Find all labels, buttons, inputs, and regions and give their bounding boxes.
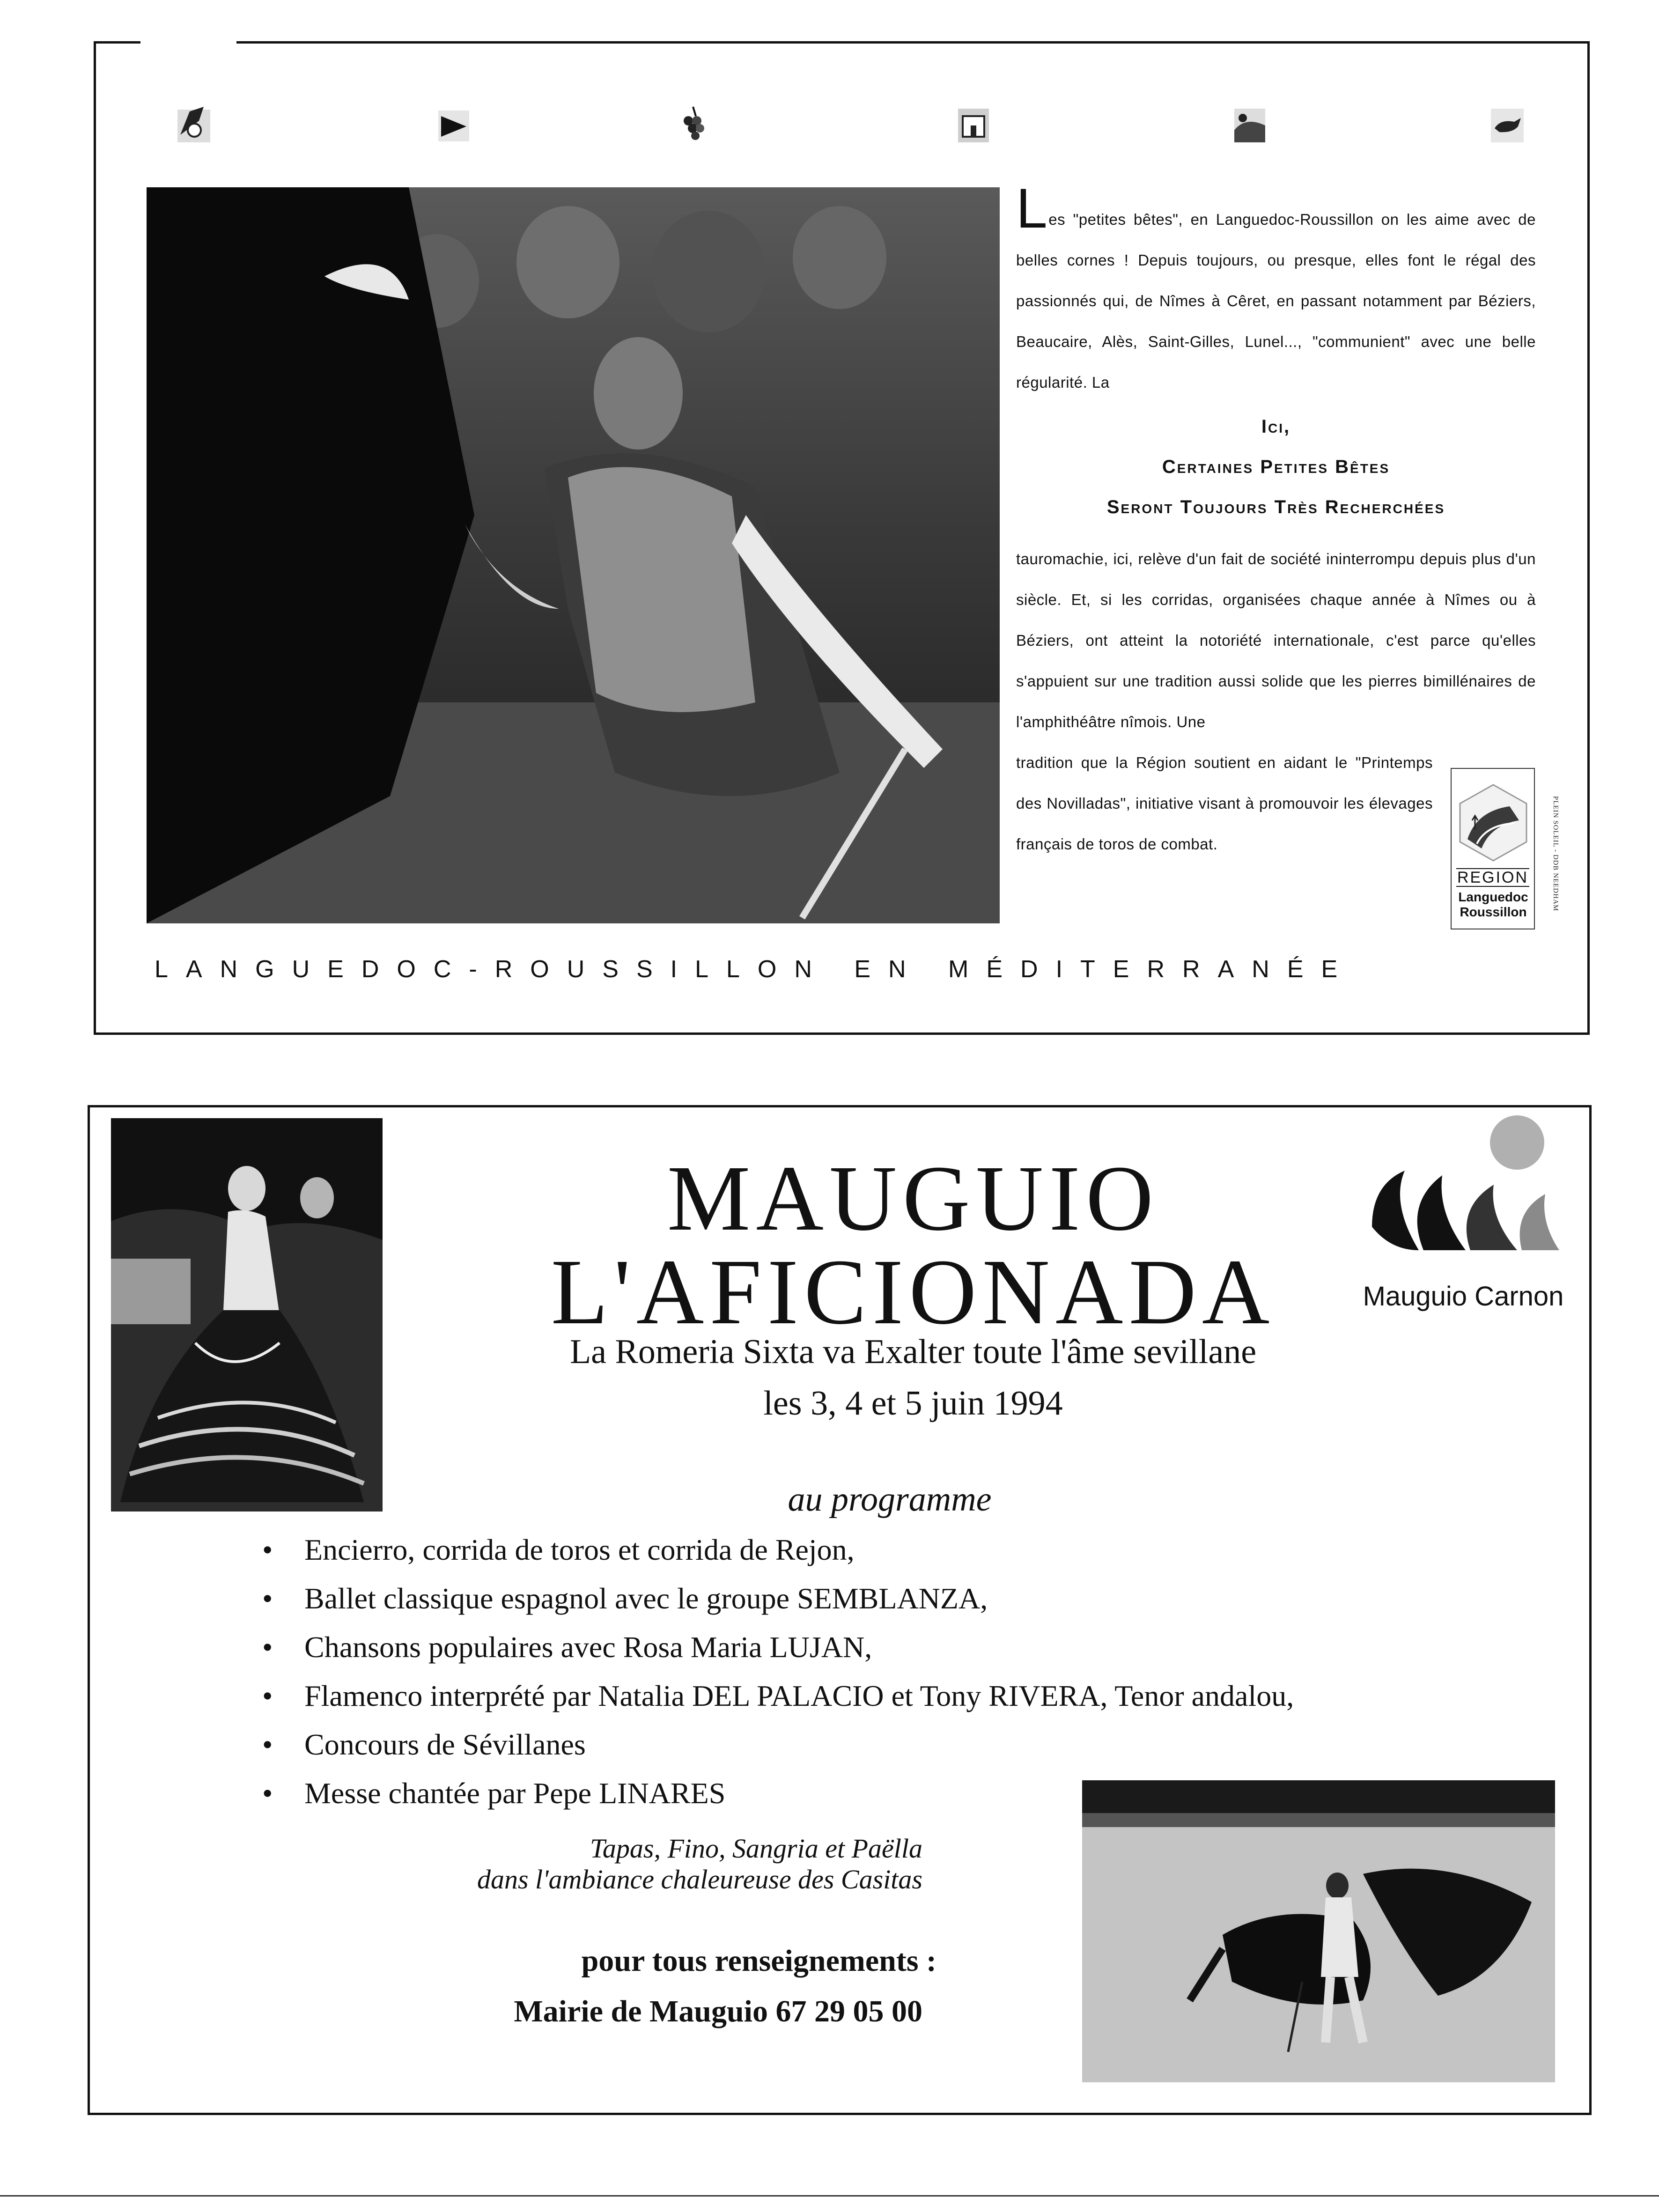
wave-logo-icon	[1353, 1110, 1573, 1288]
intro-paragraph	[1016, 177, 1536, 403]
subtitle-line-1: La Romeria Sixta va Exalter toute l'âme sevillane	[569, 1333, 1257, 1371]
languedoc-article	[1016, 177, 1536, 864]
torero-photo	[147, 187, 1000, 923]
subtitle-line-2: les 3, 4 et 5 juin 1994	[763, 1384, 1063, 1423]
body-paragraph-1: tauromachie, ici, relève d'un fait de société ininterrompu depuis plus d'un siècle. Et, si les corridas, organisées chaque année à Nîmes ou à Béziers, ont atteint la notoriété internationale, c'est parce qu'elles s'appuient sur une tradition aussi solide que les pierres bimillénaires de l'amphithéâtre nîmois. Une	[1016, 550, 1536, 730]
tapas-line-2: dans l'ambiance chaleureuse des Casitas	[477, 1864, 922, 1895]
flamenco-dancer-photo	[111, 1118, 383, 1512]
title-line-1: MAUGUIO	[667, 1147, 1159, 1250]
programme-item: • Flamenco interprété par Natalia DEL PALACIO et Tony RIVERA, Tenor andalou,	[262, 1672, 1294, 1720]
region-name-line-1: Languedoc	[1458, 890, 1528, 904]
body-paragraph-2: tradition que la Région soutient en aidant le "Printemps des Novilladas", initiative visant à promouvoir les élevages français de toros de combat.	[1016, 754, 1433, 853]
mauguio-title	[468, 1147, 1358, 1344]
bullring-photo	[1082, 1780, 1555, 2082]
article-headline	[1016, 406, 1536, 527]
landscape-icon	[1231, 102, 1268, 144]
region-word: REGION	[1457, 869, 1529, 886]
programme-item: • Encierro, corrida de toros et corrida de Rejon,	[262, 1526, 1294, 1574]
tapas-line-1: Tapas, Fino, Sangria et Paëlla	[590, 1833, 922, 1864]
info-contact: Mairie de Mauguio 67 29 05 00	[514, 1994, 922, 2028]
programme-heading: au programme	[788, 1480, 992, 1519]
region-name-line-2: Roussillon	[1460, 905, 1527, 919]
bull-icon	[1489, 102, 1526, 144]
agency-credit: PLEIN SOLEIL - DDB NEEDHAM	[1552, 796, 1559, 912]
grapes-icon	[674, 102, 711, 144]
programme-list	[262, 1526, 1294, 1818]
castle-icon	[955, 102, 992, 144]
mask-icon	[176, 102, 212, 144]
tagline: LANGUEDOC-ROUSSILLON EN MÉDITERRANÉE	[155, 956, 1356, 983]
programme-item: • Chansons populaires avec Rosa Maria LUJAN,	[262, 1623, 1294, 1672]
programme-item: • Concours de Sévillanes	[262, 1720, 1294, 1769]
intro-text: es "petites bêtes", en Languedoc-Roussillon on les aime avec de belles cornes ! Depuis toujours, ou presque, elles font le régal des passionnés qui, de Nîmes à Cêret, en passant notamment par Béziers, Beaucaire, Alès, Saint-Gilles, Lunel..., "communient" avec une belle régularité. La	[1016, 211, 1536, 391]
programme-item: • Ballet classique espagnol avec le groupe SEMBLANZA,	[262, 1574, 1294, 1623]
headline-line-1: Ici,	[1261, 416, 1291, 437]
headline-line-2: Certaines Petites Bêtes	[1162, 457, 1390, 477]
info-heading: pour tous renseignements :	[581, 1944, 936, 1978]
title-line-2: L'AFICIONADA	[551, 1240, 1276, 1344]
frame-gap	[140, 37, 236, 45]
programme-item: • Messe chantée par Pepe LINARES	[262, 1769, 1294, 1818]
page-bottom-rule	[0, 2195, 1659, 2197]
headline-line-3: Seront Toujours Très Recherchées	[1106, 497, 1445, 517]
region-logo	[1451, 768, 1535, 929]
logo-name: Mauguio Carnon	[1363, 1281, 1564, 1312]
dropcap: L	[1016, 177, 1048, 240]
fish-icon	[435, 102, 472, 144]
region-emblem-icon	[1458, 783, 1528, 863]
